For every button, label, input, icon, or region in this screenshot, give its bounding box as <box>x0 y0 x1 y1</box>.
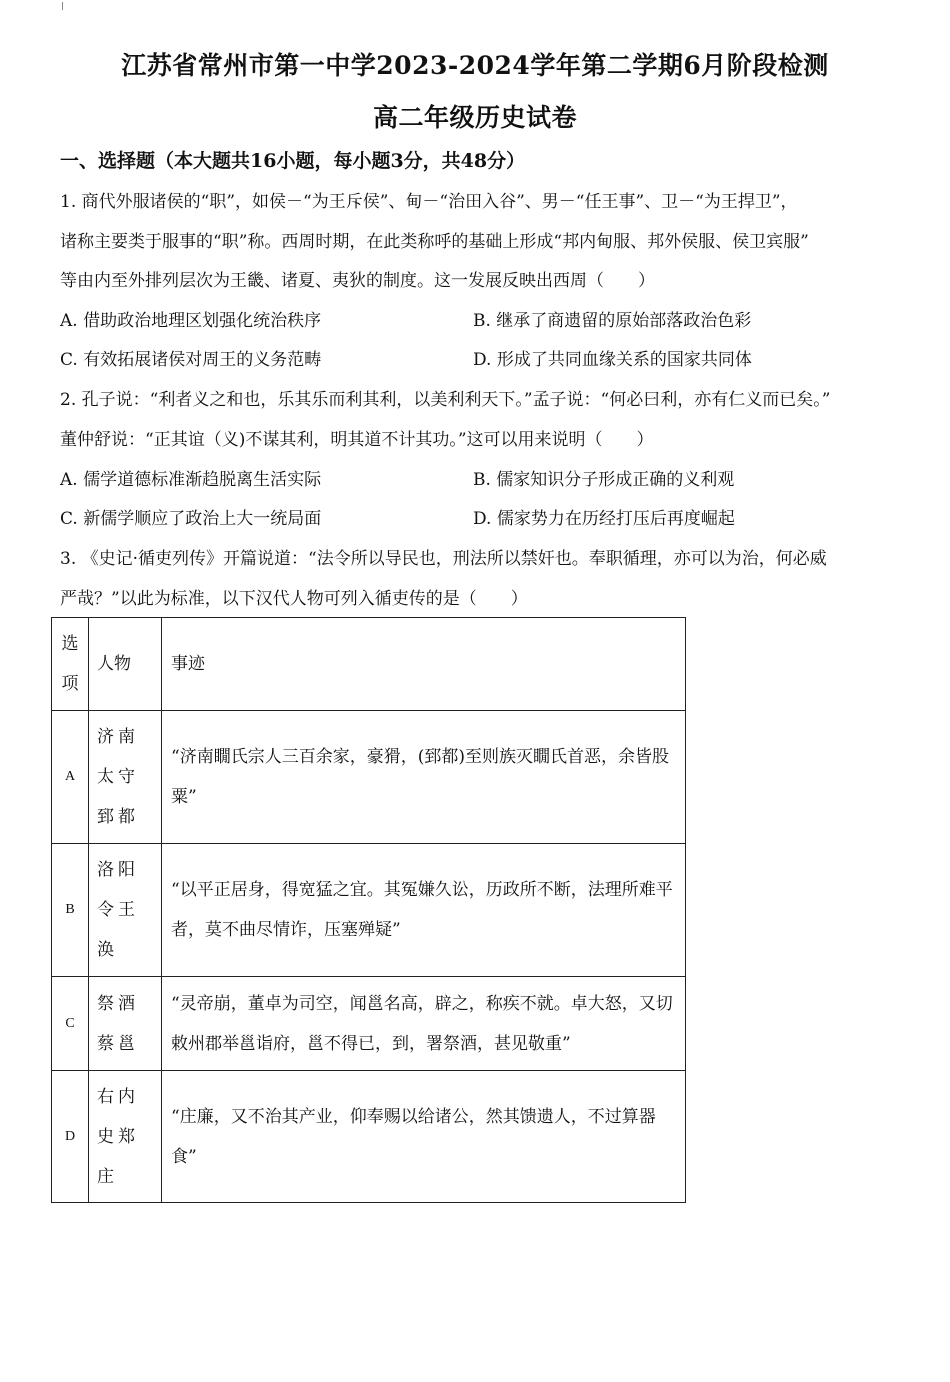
q1-option-c: C. 有效拓展诸侯对周王的义务范畴 <box>60 350 322 370</box>
row-deeds-b: “以平正居身，得宽猛之宜。其冤嫌久讼，历政所不断，法理所难平者，莫不曲尽情诈，压塞殚疑” <box>162 844 686 977</box>
row-person-b: 洛阳令王涣 <box>89 844 162 977</box>
q1-stem-line2: 诸称主要类于服事的“职”称。西周时期，在此类称呼的基础上形成“邦内甸服、邦外侯服、侯卫宾服” <box>60 232 809 252</box>
table-header-row <box>52 618 686 711</box>
row-option-a: A <box>52 711 89 844</box>
row-option-b: B <box>52 844 89 977</box>
row-option-d: D <box>52 1071 89 1203</box>
section-heading: 一、选择题（本大题共16小题，每小题3分，共48分） <box>60 150 526 172</box>
row-deeds-c: “灵帝崩，董卓为司空，闻邕名高，辟之，称疾不就。卓大怒，又切敕州郡举邕诣府，邕不得已，到，署祭酒，甚见敬重” <box>162 977 686 1071</box>
table-row <box>52 977 686 1071</box>
corner-mark <box>62 2 63 10</box>
q1-option-b: B. 继承了商遗留的原始部落政治色彩 <box>473 311 752 331</box>
header-deeds: 事迹 <box>162 618 686 711</box>
row-option-c: C <box>52 977 89 1071</box>
header-option: 选项 <box>52 618 89 711</box>
table-row <box>52 711 686 844</box>
q2-stem-line1: 2. 孔子说：“利者义之和也，乐其乐而利其利，以美利利天下。”孟子说：“何必曰利，亦有仁义而已矣。” <box>60 390 831 410</box>
row-person-d: 右内史郑庄 <box>89 1071 162 1203</box>
q1-stem-line3: 等由内至外排列层次为王畿、诸夏、夷狄的制度。这一发展反映出西周（ ） <box>60 271 655 291</box>
q2-option-d: D. 儒家势力在历经打压后再度崛起 <box>473 509 735 529</box>
q2-option-b: B. 儒家知识分子形成正确的义利观 <box>473 470 735 490</box>
header-person: 人物 <box>89 618 162 711</box>
table-row <box>52 844 686 977</box>
table-row <box>52 1071 686 1203</box>
q2-stem-line2: 董仲舒说：“正其谊（义)不谋其利，明其道不计其功。”这可以用来说明（ ） <box>60 430 654 450</box>
exam-title: 江苏省常州市第一中学2023-2024学年第二学期6月阶段检测 <box>121 51 829 80</box>
row-deeds-d: “庄廉，又不治其产业，仰奉赐以给诸公，然其馈遗人，不过算器食” <box>162 1071 686 1203</box>
q1-option-a: A. 借助政治地理区划强化统治秩序 <box>60 311 322 331</box>
q3-stem-line2: 严哉？”以此为标准，以下汉代人物可列入循吏传的是（ ） <box>60 589 528 609</box>
q3-stem-line1: 3. 《史记·循吏列传》开篇说道：“法令所以导民也，刑法所以禁奸也。奉职循理，亦可以为治，何必威 <box>60 549 827 569</box>
q2-option-a: A. 儒学道德标准渐趋脱离生活实际 <box>60 470 322 490</box>
row-person-c: 祭酒蔡邕 <box>89 977 162 1071</box>
q2-option-c: C. 新儒学顺应了政治上大一统局面 <box>60 509 322 529</box>
q3-table <box>51 617 686 1203</box>
exam-subtitle: 高二年级历史试卷 <box>372 103 577 132</box>
row-person-a: 济南太守郅都 <box>89 711 162 844</box>
row-deeds-a: “济南瞯氏宗人三百余家，豪猾，(郅都)至则族灭瞯氏首恶，余皆股粟” <box>162 711 686 844</box>
q1-stem-line1: 1. 商代外服诸侯的“职”，如侯－“为王斥侯”、甸－“治田入谷”、男－“任王事”、卫－“为王捍卫”， <box>60 192 798 212</box>
q1-option-d: D. 形成了共同血缘关系的国家共同体 <box>473 350 752 370</box>
